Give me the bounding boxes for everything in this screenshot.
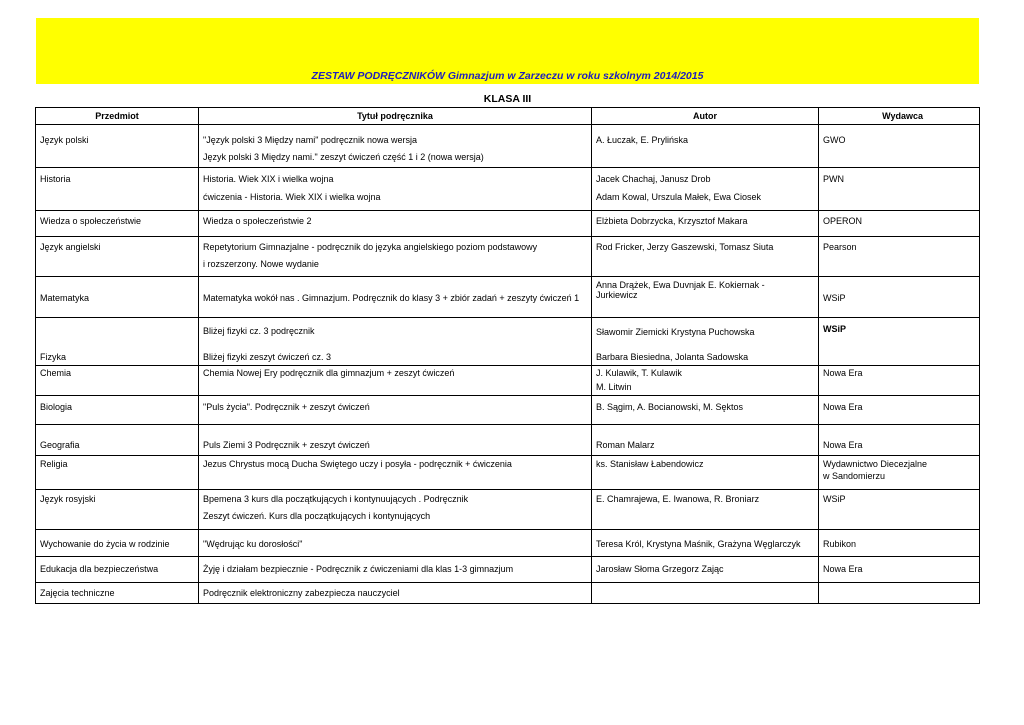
column-header-title: Tytuł podręcznika bbox=[199, 108, 592, 125]
publisher-cell bbox=[819, 237, 980, 277]
title-cell bbox=[199, 211, 592, 237]
author-cell bbox=[592, 490, 819, 530]
author-line: Jarosław Słoma Grzegorz Zając bbox=[596, 564, 724, 574]
subject-line: Język angielski bbox=[40, 242, 101, 252]
page-title: ZESTAW PODRĘCZNIKÓW Gimnazjum w Zarzeczu w roku szkolnym 2014/2015 bbox=[311, 70, 704, 82]
subject-cell bbox=[36, 318, 199, 366]
author-line: Rod Fricker, Jerzy Gaszewski, Tomasz Siuta bbox=[596, 242, 774, 252]
author-cell bbox=[592, 366, 819, 396]
author-cell bbox=[592, 168, 819, 211]
publisher-line: Nowa Era bbox=[823, 402, 863, 412]
title-cell bbox=[199, 366, 592, 396]
subject-cell bbox=[36, 490, 199, 530]
subject-line: Język rosyjski bbox=[40, 494, 96, 504]
publisher-line: Nowa Era bbox=[823, 440, 863, 450]
subject-line: Historia bbox=[40, 174, 71, 184]
publisher-cell bbox=[819, 425, 980, 456]
column-header-publisher: Wydawca bbox=[819, 108, 980, 125]
subject-cell bbox=[36, 168, 199, 211]
column-header-subject: Przedmiot bbox=[36, 108, 199, 125]
publisher-line: OPERON bbox=[823, 216, 863, 226]
subject-line: Chemia bbox=[40, 368, 72, 378]
publisher-line: w Sandomierzu bbox=[823, 471, 886, 481]
table-row bbox=[36, 530, 980, 557]
title-cell bbox=[199, 530, 592, 557]
publisher-cell bbox=[819, 456, 980, 490]
publisher-line: PWN bbox=[823, 174, 844, 184]
title-line: "Puls życia". Podręcznik + zeszyt ćwiczeń bbox=[203, 402, 370, 412]
subject-cell bbox=[36, 396, 199, 425]
title-line: Puls Ziemi 3 Podręcznik + zeszyt ćwiczeń bbox=[203, 440, 370, 450]
author-cell bbox=[592, 318, 819, 366]
title-cell bbox=[199, 583, 592, 604]
publisher-cell bbox=[819, 530, 980, 557]
title-line: Bliżej fizyki cz. 3 podręcznik bbox=[203, 326, 315, 336]
author-line: Adam Kowal, Urszula Małek, Ewa Ciosek bbox=[596, 192, 762, 202]
publisher-cell bbox=[819, 277, 980, 318]
publisher-line: GWO bbox=[823, 135, 846, 145]
author-cell bbox=[592, 557, 819, 583]
subject-line: Religia bbox=[40, 459, 68, 469]
title-line: Żyję i działam bezpiecznie - Podręcznik z ćwiczeniami dla klas 1-3 gimnazjum bbox=[203, 564, 514, 574]
author-line: Elżbieta Dobrzycka, Krzysztof Makara bbox=[596, 216, 748, 226]
publisher-line: Nowa Era bbox=[823, 368, 863, 378]
title-line: ćwiczenia - Historia. Wiek XIX i wielka wojna bbox=[203, 192, 381, 202]
table-row bbox=[36, 237, 980, 277]
table-row bbox=[36, 168, 980, 211]
publisher-cell bbox=[819, 318, 980, 366]
subject-line: Wychowanie do życia w rodzinie bbox=[40, 539, 170, 549]
publisher-line: Nowa Era bbox=[823, 564, 863, 574]
title-cell bbox=[199, 490, 592, 530]
subject-line: Fizyka bbox=[40, 352, 67, 362]
publisher-cell bbox=[819, 557, 980, 583]
author-line: Teresa Król, Krystyna Maśnik, Grażyna Węglarczyk bbox=[596, 539, 801, 549]
publisher-line: Wydawnictwo Diecezjalne bbox=[823, 459, 927, 469]
table-row bbox=[36, 557, 980, 583]
table-row bbox=[36, 125, 980, 168]
title-line: "Język polski 3 Między nami" podręcznik nowa wersja bbox=[203, 135, 417, 145]
author-line: M. Litwin bbox=[596, 382, 632, 392]
table-row bbox=[36, 583, 980, 604]
subject-cell bbox=[36, 237, 199, 277]
author-cell bbox=[592, 237, 819, 277]
author-line: Anna Drążek, Ewa Duvnjak E. Kokiernak - bbox=[596, 280, 765, 290]
publisher-cell bbox=[819, 583, 980, 604]
author-cell bbox=[592, 425, 819, 456]
table-row bbox=[36, 211, 980, 237]
publisher-line: WSiP bbox=[823, 494, 846, 504]
author-line: E. Chamrajewa, E. Iwanowa, R. Broniarz bbox=[596, 494, 760, 504]
title-line: "Wędrując ku dorosłości" bbox=[203, 539, 303, 549]
author-cell bbox=[592, 211, 819, 237]
author-cell bbox=[592, 456, 819, 490]
title-line: Wiedza o społeczeństwie 2 bbox=[203, 216, 312, 226]
publisher-line: Rubikon bbox=[823, 539, 857, 549]
title-cell bbox=[199, 318, 592, 366]
title-cell bbox=[199, 168, 592, 211]
title-cell bbox=[199, 396, 592, 425]
author-line: Jacek Chachaj, Janusz Drob bbox=[596, 174, 711, 184]
title-line: Repetytorium Gimnazjalne - podręcznik do języka angielskiego poziom podstawowy bbox=[203, 242, 538, 252]
table-row bbox=[36, 318, 980, 366]
publisher-line: Pearson bbox=[823, 242, 857, 252]
subject-line: Język polski bbox=[40, 135, 89, 145]
subject-cell bbox=[36, 425, 199, 456]
subject-line: Wiedza o społeczeństwie bbox=[40, 216, 142, 226]
title-cell bbox=[199, 237, 592, 277]
table-header-row bbox=[36, 108, 980, 125]
author-line: ks. Stanisław Łabendowicz bbox=[596, 459, 704, 469]
author-line: Roman Malarz bbox=[596, 440, 655, 450]
title-line: Bpemena 3 kurs dla początkujących i kontynuujących . Podręcznik bbox=[203, 494, 469, 504]
author-cell bbox=[592, 396, 819, 425]
title-line: Jezus Chrystus mocą Ducha Swiętego uczy i posyła - podręcznik + ćwiczenia bbox=[203, 459, 512, 469]
textbook-table bbox=[35, 107, 980, 604]
subject-line: Zajęcia techniczne bbox=[40, 588, 115, 598]
subject-line: Geografia bbox=[40, 440, 80, 450]
publisher-cell bbox=[819, 366, 980, 396]
title-line: Język polski 3 Między nami." zeszyt ćwiczeń część 1 i 2 (nowa wersja) bbox=[203, 152, 484, 162]
subject-cell bbox=[36, 366, 199, 396]
author-line: Barbara Biesiedna, Jolanta Sadowska bbox=[596, 352, 749, 362]
author-line: Sławomir Ziemicki Krystyna Puchowska bbox=[596, 327, 755, 337]
subject-cell bbox=[36, 530, 199, 557]
title-line: Historia. Wiek XIX i wielka wojna bbox=[203, 174, 334, 184]
publisher-cell bbox=[819, 168, 980, 211]
title-line: Podręcznik elektroniczny zabezpiecza nauczyciel bbox=[203, 588, 400, 598]
author-cell bbox=[592, 277, 819, 318]
title-line: Bliżej fizyki zeszyt ćwiczeń cz. 3 bbox=[203, 352, 332, 362]
publisher-cell bbox=[819, 396, 980, 425]
table-row bbox=[36, 277, 980, 318]
table-row bbox=[36, 456, 980, 490]
title-cell bbox=[199, 425, 592, 456]
title-cell bbox=[199, 557, 592, 583]
author-cell bbox=[592, 125, 819, 168]
subject-line: Edukacja dla bezpieczeństwa bbox=[40, 564, 159, 574]
title-cell bbox=[199, 277, 592, 318]
subject-cell bbox=[36, 456, 199, 490]
title-cell bbox=[199, 456, 592, 490]
publisher-line: WSiP bbox=[823, 293, 846, 303]
subject-cell bbox=[36, 125, 199, 168]
publisher-cell bbox=[819, 490, 980, 530]
subject-cell bbox=[36, 277, 199, 318]
publisher-cell bbox=[819, 211, 980, 237]
publisher-line: WSiP bbox=[823, 324, 847, 334]
class-label: KLASA III bbox=[483, 93, 532, 105]
publisher-cell bbox=[819, 125, 980, 168]
subject-line: Biologia bbox=[40, 402, 73, 412]
title-line: Chemia Nowej Ery podręcznik dla gimnazjum + zeszyt ćwiczeń bbox=[203, 368, 455, 378]
subject-cell bbox=[36, 583, 199, 604]
title-line: Zeszyt ćwiczeń. Kurs dla początkujących i kontynujących bbox=[203, 511, 431, 521]
author-cell bbox=[592, 583, 819, 604]
subject-cell bbox=[36, 557, 199, 583]
author-cell bbox=[592, 530, 819, 557]
title-line: Matematyka wokół nas . Gimnazjum. Podręcznik do klasy 3 + zbiór zadań + zeszyty ćwiczeń 1 bbox=[203, 293, 580, 303]
table-row bbox=[36, 425, 980, 456]
author-line: B. Sągim, A. Bocianowski, M. Sęktos bbox=[596, 402, 744, 412]
table-row bbox=[36, 490, 980, 530]
subject-line: Matematyka bbox=[40, 293, 90, 303]
author-line: Jurkiewicz bbox=[596, 290, 638, 300]
table-row bbox=[36, 396, 980, 425]
title-cell bbox=[199, 125, 592, 168]
table-row bbox=[36, 366, 980, 396]
column-header-author: Autor bbox=[592, 108, 819, 125]
author-line: J. Kulawik, T. Kulawik bbox=[596, 368, 682, 378]
author-line: A. Łuczak, E. Prylińska bbox=[596, 135, 689, 145]
subject-cell bbox=[36, 211, 199, 237]
title-line: i rozszerzony. Nowe wydanie bbox=[203, 259, 319, 269]
